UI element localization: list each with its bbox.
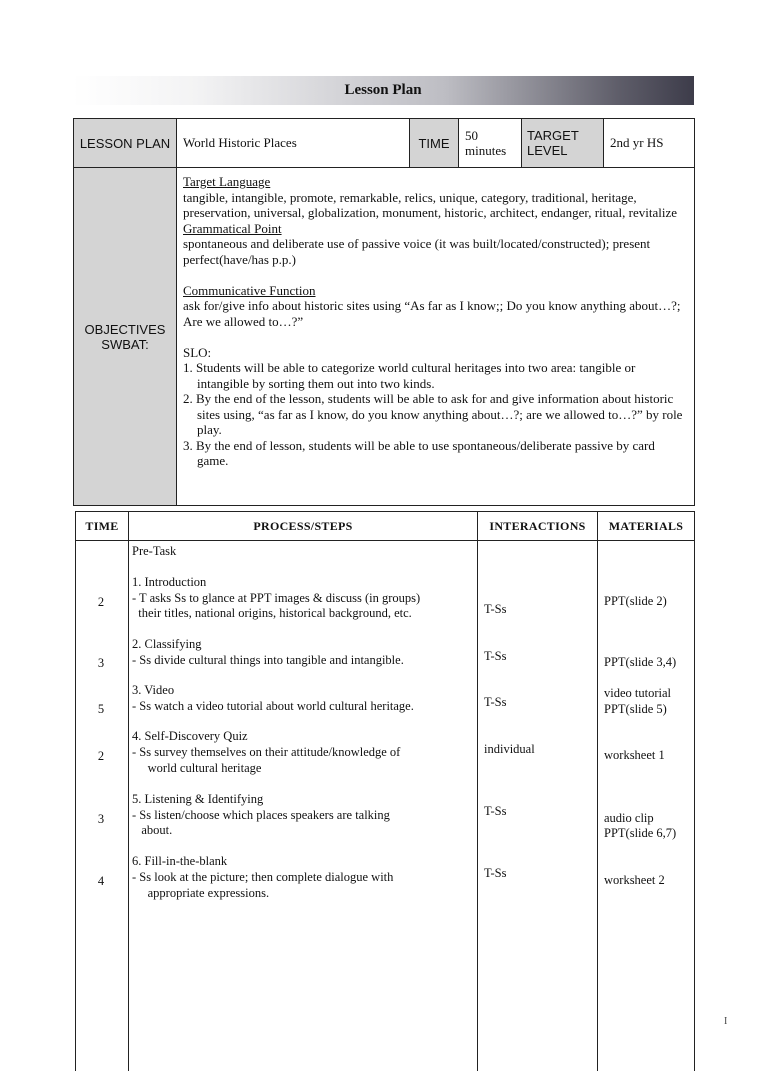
step-line: - Ss listen/choose which places speakers are talking xyxy=(132,808,390,824)
target-language-text: tangible, intangible, promote, remarkable, relics, unique, category, traditional, heritage, preservation, universal, globalization, monument, historic, architect, endanger, ritual, revitalize xyxy=(183,190,688,221)
step-material: worksheet 2 xyxy=(604,873,665,889)
process-header-row xyxy=(76,512,695,541)
step-time: 4 xyxy=(76,874,126,890)
step-material: video tutorial xyxy=(604,686,671,702)
step-material: PPT(slide 5) xyxy=(604,702,667,718)
time-value: 50 minutes xyxy=(459,119,522,168)
lesson-topic: World Historic Places xyxy=(177,119,410,168)
col-header-interactions: INTERACTIONS xyxy=(478,512,598,541)
process-table xyxy=(75,511,695,1071)
grammar-heading: Grammatical Point xyxy=(183,221,688,237)
page-title: Lesson Plan xyxy=(344,82,421,99)
time-column xyxy=(76,541,129,1071)
interactions-column xyxy=(478,541,598,1071)
step-interaction: T-Ss xyxy=(484,695,506,711)
step-title: 3. Video xyxy=(132,683,174,699)
step-title: 1. Introduction xyxy=(132,575,206,591)
target-level-value: 2nd yr HS xyxy=(604,119,695,168)
step-material: audio clip xyxy=(604,811,654,827)
step-line: world cultural heritage xyxy=(132,761,261,777)
objectives-body xyxy=(177,168,695,506)
function-text: ask for/give info about historic sites using “As far as I know;; Do you know anything about…?; Are we allowed to…?” xyxy=(183,298,688,329)
page-edge-mark: I xyxy=(724,1016,727,1027)
step-interaction: T-Ss xyxy=(484,866,506,882)
slo-item: 2. By the end of the lesson, students will be able to ask for and give information about historic sites using, “as far as I know, do you know anything about…?; are we allowed to…?” by role play. xyxy=(183,391,688,438)
lesson-plan-label: LESSON PLAN xyxy=(74,119,177,168)
step-time: 5 xyxy=(76,702,126,718)
col-header-time: TIME xyxy=(76,512,129,541)
step-material: PPT(slide 6,7) xyxy=(604,826,676,842)
step-title: 5. Listening & Identifying xyxy=(132,792,263,808)
step-interaction: T-Ss xyxy=(484,804,506,820)
step-line: appropriate expressions. xyxy=(132,886,269,902)
target-level-label: TARGET LEVEL xyxy=(522,119,604,168)
header-row xyxy=(74,119,695,168)
step-line: - Ss watch a video tutorial about world cultural heritage. xyxy=(132,699,414,715)
spacer xyxy=(183,267,688,283)
pre-task-label: Pre-Task xyxy=(132,544,176,560)
step-title: 6. Fill-in-the-blank xyxy=(132,854,227,870)
step-interaction: T-Ss xyxy=(484,602,506,618)
step-line: - Ss survey themselves on their attitude/knowledge of xyxy=(132,745,400,761)
objectives-row xyxy=(74,168,695,506)
step-time: 3 xyxy=(76,812,126,828)
process-column xyxy=(129,541,478,1071)
grammar-text: spontaneous and deliberate use of passive voice (it was built/located/constructed); present perfect(have/has p.p.) xyxy=(183,236,688,267)
col-header-materials: MATERIALS xyxy=(598,512,695,541)
step-title: 4. Self-Discovery Quiz xyxy=(132,729,248,745)
slo-item: 1. Students will be able to categorize world cultural heritages into two area: tangible or intangible by sorting them out into two kinds. xyxy=(183,360,688,391)
step-interaction: individual xyxy=(484,742,535,758)
step-line: - T asks Ss to glance at PPT images & discuss (in groups) xyxy=(132,591,420,607)
lesson-info-table xyxy=(73,118,695,506)
slo-heading: SLO: xyxy=(183,345,688,361)
target-language-heading: Target Language xyxy=(183,174,688,190)
step-title: 2. Classifying xyxy=(132,637,201,653)
step-line: about. xyxy=(132,823,172,839)
function-heading: Communicative Function xyxy=(183,283,688,299)
step-line: - Ss look at the picture; then complete dialogue with xyxy=(132,870,393,886)
step-line: their titles, national origins, historical background, etc. xyxy=(132,606,412,622)
slo-item: 3. By the end of lesson, students will be able to use spontaneous/deliberate passive by card game. xyxy=(183,438,688,469)
step-material: PPT(slide 2) xyxy=(604,594,667,610)
step-time: 2 xyxy=(76,749,126,765)
step-material: worksheet 1 xyxy=(604,748,665,764)
step-time: 3 xyxy=(76,656,126,672)
spacer xyxy=(183,329,688,345)
time-label: TIME xyxy=(410,119,459,168)
objectives-label: OBJECTIVES SWBAT: xyxy=(74,168,177,506)
process-body-row xyxy=(76,541,695,1071)
step-line: - Ss divide cultural things into tangible and intangible. xyxy=(132,653,404,669)
step-interaction: T-Ss xyxy=(484,649,506,665)
col-header-process: PROCESS/STEPS xyxy=(129,512,478,541)
title-bar xyxy=(72,76,694,105)
step-material: PPT(slide 3,4) xyxy=(604,655,676,671)
materials-column xyxy=(598,541,695,1071)
step-time: 2 xyxy=(76,595,126,611)
